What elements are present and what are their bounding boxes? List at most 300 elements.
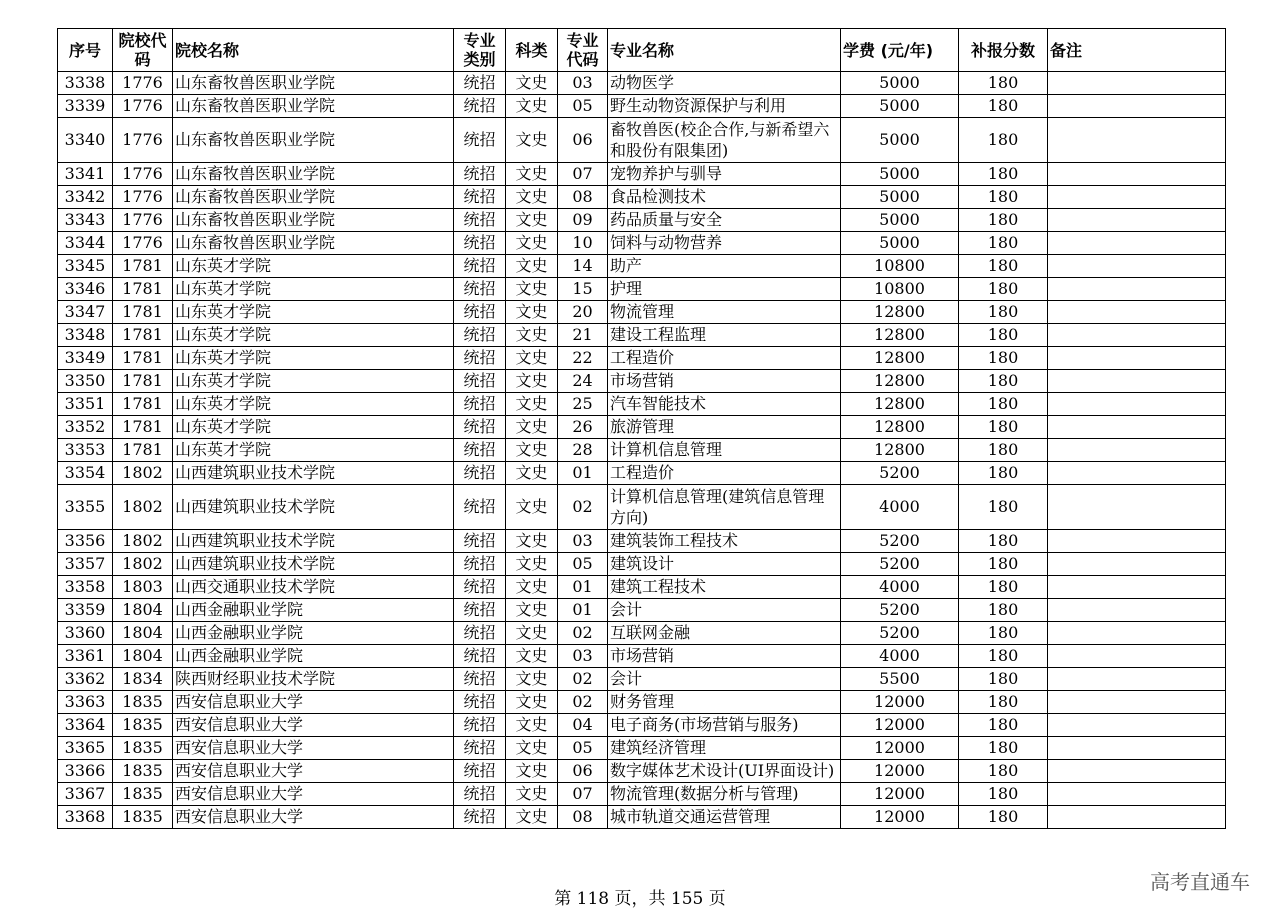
cell-subject: 文史 xyxy=(506,186,558,209)
cell-note xyxy=(1048,439,1226,462)
table-row xyxy=(58,347,1226,370)
cell-note xyxy=(1048,553,1226,576)
cell-school-code: 1776 xyxy=(113,72,173,95)
cell-major-type: 统招 xyxy=(454,209,506,232)
cell-seq: 3355 xyxy=(58,485,113,530)
cell-note xyxy=(1048,232,1226,255)
cell-score: 180 xyxy=(959,163,1048,186)
table-row xyxy=(58,783,1226,806)
cell-major-type: 统招 xyxy=(454,301,506,324)
cell-score: 180 xyxy=(959,186,1048,209)
cell-score: 180 xyxy=(959,232,1048,255)
cell-seq: 3353 xyxy=(58,439,113,462)
cell-major-type: 统招 xyxy=(454,439,506,462)
cell-score: 180 xyxy=(959,255,1048,278)
cell-score: 180 xyxy=(959,95,1048,118)
cell-fee: 12000 xyxy=(841,737,959,760)
cell-major-code: 08 xyxy=(558,186,608,209)
table-row xyxy=(58,553,1226,576)
cell-fee: 12000 xyxy=(841,714,959,737)
table-row xyxy=(58,645,1226,668)
cell-major-name: 建筑设计 xyxy=(608,553,841,576)
cell-note xyxy=(1048,714,1226,737)
cell-subject: 文史 xyxy=(506,645,558,668)
cell-seq: 3347 xyxy=(58,301,113,324)
cell-seq: 3354 xyxy=(58,462,113,485)
cell-subject: 文史 xyxy=(506,163,558,186)
cell-fee: 12800 xyxy=(841,324,959,347)
cell-note xyxy=(1048,301,1226,324)
cell-major-type: 统招 xyxy=(454,691,506,714)
cell-subject: 文史 xyxy=(506,393,558,416)
cell-fee: 12800 xyxy=(841,416,959,439)
cell-note xyxy=(1048,186,1226,209)
cell-school-name: 西安信息职业大学 xyxy=(173,691,454,714)
cell-note xyxy=(1048,485,1226,530)
cell-subject: 文史 xyxy=(506,760,558,783)
cell-fee: 5000 xyxy=(841,186,959,209)
cell-major-code: 22 xyxy=(558,347,608,370)
cell-major-name: 物流管理 xyxy=(608,301,841,324)
cell-subject: 文史 xyxy=(506,530,558,553)
cell-fee: 12800 xyxy=(841,439,959,462)
cell-major-name: 数字媒体艺术设计(UI界面设计) xyxy=(608,760,841,783)
cell-major-name: 城市轨道交通运营管理 xyxy=(608,806,841,829)
cell-major-name: 宠物养护与驯导 xyxy=(608,163,841,186)
table-row xyxy=(58,462,1226,485)
cell-school-code: 1781 xyxy=(113,393,173,416)
table-row xyxy=(58,163,1226,186)
cell-major-code: 10 xyxy=(558,232,608,255)
cell-school-name: 山西交通职业技术学院 xyxy=(173,576,454,599)
cell-score: 180 xyxy=(959,691,1048,714)
cell-major-type: 统招 xyxy=(454,72,506,95)
cell-fee: 4000 xyxy=(841,485,959,530)
cell-major-code: 09 xyxy=(558,209,608,232)
cell-school-name: 西安信息职业大学 xyxy=(173,737,454,760)
cell-score: 180 xyxy=(959,439,1048,462)
cell-school-code: 1835 xyxy=(113,806,173,829)
cell-major-code: 20 xyxy=(558,301,608,324)
cell-fee: 12000 xyxy=(841,691,959,714)
cell-school-code: 1776 xyxy=(113,209,173,232)
cell-subject: 文史 xyxy=(506,255,558,278)
cell-subject: 文史 xyxy=(506,714,558,737)
cell-major-name: 电子商务(市场营销与服务) xyxy=(608,714,841,737)
cell-seq: 3359 xyxy=(58,599,113,622)
table-row xyxy=(58,760,1226,783)
cell-major-type: 统招 xyxy=(454,668,506,691)
cell-fee: 5500 xyxy=(841,668,959,691)
cell-seq: 3366 xyxy=(58,760,113,783)
table-row xyxy=(58,370,1226,393)
cell-school-name: 山西建筑职业技术学院 xyxy=(173,485,454,530)
table-row xyxy=(58,576,1226,599)
cell-score: 180 xyxy=(959,530,1048,553)
cell-seq: 3365 xyxy=(58,737,113,760)
cell-major-type: 统招 xyxy=(454,645,506,668)
cell-major-name: 市场营销 xyxy=(608,370,841,393)
table-row xyxy=(58,737,1226,760)
cell-school-code: 1802 xyxy=(113,553,173,576)
col-major-name: 专业名称 xyxy=(608,29,841,72)
cell-major-type: 统招 xyxy=(454,324,506,347)
cell-fee: 12800 xyxy=(841,393,959,416)
cell-score: 180 xyxy=(959,760,1048,783)
cell-major-code: 02 xyxy=(558,622,608,645)
cell-major-name: 建筑工程技术 xyxy=(608,576,841,599)
cell-major-name: 会计 xyxy=(608,599,841,622)
cell-major-name: 财务管理 xyxy=(608,691,841,714)
cell-school-name: 山东畜牧兽医职业学院 xyxy=(173,209,454,232)
cell-subject: 文史 xyxy=(506,576,558,599)
cell-major-name: 建设工程监理 xyxy=(608,324,841,347)
cell-major-type: 统招 xyxy=(454,370,506,393)
cell-school-code: 1776 xyxy=(113,232,173,255)
cell-major-name: 建筑经济管理 xyxy=(608,737,841,760)
cell-school-name: 山东英才学院 xyxy=(173,416,454,439)
cell-note xyxy=(1048,783,1226,806)
cell-major-code: 01 xyxy=(558,462,608,485)
cell-note xyxy=(1048,576,1226,599)
cell-school-name: 山西建筑职业技术学院 xyxy=(173,530,454,553)
cell-school-code: 1804 xyxy=(113,645,173,668)
cell-school-name: 山东英才学院 xyxy=(173,324,454,347)
cell-subject: 文史 xyxy=(506,599,558,622)
cell-note xyxy=(1048,278,1226,301)
cell-seq: 3340 xyxy=(58,118,113,163)
cell-major-type: 统招 xyxy=(454,95,506,118)
table-row xyxy=(58,301,1226,324)
cell-school-name: 山东英才学院 xyxy=(173,439,454,462)
cell-major-code: 08 xyxy=(558,806,608,829)
cell-subject: 文史 xyxy=(506,95,558,118)
cell-major-name: 市场营销 xyxy=(608,645,841,668)
cell-subject: 文史 xyxy=(506,370,558,393)
cell-major-type: 统招 xyxy=(454,714,506,737)
cell-seq: 3368 xyxy=(58,806,113,829)
cell-major-name: 护理 xyxy=(608,278,841,301)
table-row xyxy=(58,691,1226,714)
table-row xyxy=(58,714,1226,737)
cell-subject: 文史 xyxy=(506,347,558,370)
cell-seq: 3351 xyxy=(58,393,113,416)
cell-major-name: 助产 xyxy=(608,255,841,278)
cell-major-name: 互联网金融 xyxy=(608,622,841,645)
cell-school-name: 山东畜牧兽医职业学院 xyxy=(173,232,454,255)
cell-seq: 3343 xyxy=(58,209,113,232)
cell-school-name: 山东英才学院 xyxy=(173,278,454,301)
cell-note xyxy=(1048,599,1226,622)
cell-major-name: 药品质量与安全 xyxy=(608,209,841,232)
col-score: 补报分数 xyxy=(959,29,1048,72)
cell-school-name: 山东畜牧兽医职业学院 xyxy=(173,72,454,95)
cell-school-code: 1803 xyxy=(113,576,173,599)
cell-major-code: 03 xyxy=(558,72,608,95)
cell-seq: 3349 xyxy=(58,347,113,370)
cell-school-name: 山西金融职业学院 xyxy=(173,599,454,622)
cell-note xyxy=(1048,393,1226,416)
cell-score: 180 xyxy=(959,462,1048,485)
table-row xyxy=(58,599,1226,622)
cell-major-name: 计算机信息管理(建筑信息管理方向) xyxy=(608,485,841,530)
cell-note xyxy=(1048,691,1226,714)
cell-major-code: 21 xyxy=(558,324,608,347)
cell-school-code: 1776 xyxy=(113,118,173,163)
cell-fee: 5200 xyxy=(841,553,959,576)
cell-school-code: 1802 xyxy=(113,485,173,530)
cell-score: 180 xyxy=(959,737,1048,760)
cell-major-name: 工程造价 xyxy=(608,347,841,370)
cell-seq: 3348 xyxy=(58,324,113,347)
cell-subject: 文史 xyxy=(506,278,558,301)
table-row xyxy=(58,439,1226,462)
cell-school-name: 西安信息职业大学 xyxy=(173,760,454,783)
cell-major-name: 物流管理(数据分析与管理) xyxy=(608,783,841,806)
col-fee: 学费 (元/年) xyxy=(841,29,959,72)
cell-major-name: 野生动物资源保护与利用 xyxy=(608,95,841,118)
cell-seq: 3346 xyxy=(58,278,113,301)
cell-score: 180 xyxy=(959,668,1048,691)
cell-major-name: 会计 xyxy=(608,668,841,691)
cell-major-code: 14 xyxy=(558,255,608,278)
cell-major-code: 26 xyxy=(558,416,608,439)
cell-score: 180 xyxy=(959,645,1048,668)
cell-major-type: 统招 xyxy=(454,783,506,806)
cell-school-code: 1776 xyxy=(113,186,173,209)
cell-major-code: 05 xyxy=(558,95,608,118)
cell-score: 180 xyxy=(959,278,1048,301)
cell-major-type: 统招 xyxy=(454,599,506,622)
cell-school-code: 1776 xyxy=(113,95,173,118)
cell-subject: 文史 xyxy=(506,439,558,462)
cell-subject: 文史 xyxy=(506,783,558,806)
cell-major-code: 03 xyxy=(558,645,608,668)
cell-note xyxy=(1048,530,1226,553)
cell-major-code: 02 xyxy=(558,691,608,714)
cell-school-code: 1834 xyxy=(113,668,173,691)
cell-seq: 3362 xyxy=(58,668,113,691)
cell-note xyxy=(1048,324,1226,347)
admissions-table xyxy=(57,28,1226,829)
cell-school-name: 陕西财经职业技术学院 xyxy=(173,668,454,691)
cell-major-type: 统招 xyxy=(454,806,506,829)
cell-fee: 12800 xyxy=(841,301,959,324)
cell-major-code: 05 xyxy=(558,737,608,760)
cell-note xyxy=(1048,370,1226,393)
watermark: 高考直通车 xyxy=(1150,870,1250,894)
cell-fee: 12000 xyxy=(841,783,959,806)
cell-major-type: 统招 xyxy=(454,232,506,255)
cell-school-code: 1802 xyxy=(113,462,173,485)
cell-major-name: 畜牧兽医(校企合作,与新希望六和股份有限集团) xyxy=(608,118,841,163)
cell-school-name: 山西建筑职业技术学院 xyxy=(173,462,454,485)
cell-subject: 文史 xyxy=(506,416,558,439)
cell-seq: 3363 xyxy=(58,691,113,714)
table-row xyxy=(58,72,1226,95)
cell-score: 180 xyxy=(959,576,1048,599)
cell-seq: 3344 xyxy=(58,232,113,255)
cell-major-code: 24 xyxy=(558,370,608,393)
cell-score: 180 xyxy=(959,393,1048,416)
cell-school-code: 1835 xyxy=(113,691,173,714)
cell-school-name: 山东英才学院 xyxy=(173,255,454,278)
table-row xyxy=(58,278,1226,301)
cell-fee: 5000 xyxy=(841,163,959,186)
cell-major-name: 计算机信息管理 xyxy=(608,439,841,462)
cell-score: 180 xyxy=(959,783,1048,806)
table-row xyxy=(58,416,1226,439)
cell-note xyxy=(1048,95,1226,118)
cell-fee: 5200 xyxy=(841,599,959,622)
cell-school-name: 西安信息职业大学 xyxy=(173,714,454,737)
cell-fee: 12800 xyxy=(841,347,959,370)
cell-school-code: 1835 xyxy=(113,714,173,737)
cell-school-code: 1781 xyxy=(113,416,173,439)
cell-school-code: 1804 xyxy=(113,599,173,622)
col-subject: 科类 xyxy=(506,29,558,72)
col-note: 备注 xyxy=(1048,29,1226,72)
cell-major-code: 02 xyxy=(558,668,608,691)
cell-major-type: 统招 xyxy=(454,186,506,209)
cell-seq: 3345 xyxy=(58,255,113,278)
cell-subject: 文史 xyxy=(506,232,558,255)
cell-subject: 文史 xyxy=(506,209,558,232)
cell-major-name: 动物医学 xyxy=(608,72,841,95)
cell-major-type: 统招 xyxy=(454,576,506,599)
cell-school-name: 山东畜牧兽医职业学院 xyxy=(173,95,454,118)
cell-fee: 4000 xyxy=(841,645,959,668)
cell-school-code: 1781 xyxy=(113,301,173,324)
cell-major-code: 01 xyxy=(558,576,608,599)
cell-note xyxy=(1048,72,1226,95)
cell-major-type: 统招 xyxy=(454,530,506,553)
cell-fee: 5200 xyxy=(841,622,959,645)
cell-note xyxy=(1048,622,1226,645)
cell-note xyxy=(1048,806,1226,829)
cell-note xyxy=(1048,118,1226,163)
table-body xyxy=(58,72,1226,829)
cell-score: 180 xyxy=(959,324,1048,347)
table-row xyxy=(58,393,1226,416)
col-school-name: 院校名称 xyxy=(173,29,454,72)
table-row xyxy=(58,209,1226,232)
cell-major-type: 统招 xyxy=(454,622,506,645)
cell-subject: 文史 xyxy=(506,737,558,760)
cell-school-name: 山东英才学院 xyxy=(173,347,454,370)
cell-score: 180 xyxy=(959,485,1048,530)
table-row xyxy=(58,186,1226,209)
table-row xyxy=(58,232,1226,255)
cell-note xyxy=(1048,645,1226,668)
cell-subject: 文史 xyxy=(506,324,558,347)
cell-school-name: 山东英才学院 xyxy=(173,393,454,416)
cell-major-name: 饲料与动物营养 xyxy=(608,232,841,255)
cell-school-code: 1781 xyxy=(113,439,173,462)
cell-major-code: 07 xyxy=(558,783,608,806)
cell-major-name: 汽车智能技术 xyxy=(608,393,841,416)
cell-score: 180 xyxy=(959,301,1048,324)
table-row xyxy=(58,324,1226,347)
cell-school-name: 山东畜牧兽医职业学院 xyxy=(173,118,454,163)
cell-major-type: 统招 xyxy=(454,462,506,485)
cell-school-code: 1781 xyxy=(113,278,173,301)
cell-major-type: 统招 xyxy=(454,118,506,163)
cell-score: 180 xyxy=(959,553,1048,576)
cell-school-code: 1835 xyxy=(113,783,173,806)
cell-major-type: 统招 xyxy=(454,278,506,301)
table-row xyxy=(58,118,1226,163)
cell-note xyxy=(1048,416,1226,439)
cell-subject: 文史 xyxy=(506,806,558,829)
cell-school-code: 1781 xyxy=(113,255,173,278)
cell-school-name: 山东英才学院 xyxy=(173,370,454,393)
cell-seq: 3342 xyxy=(58,186,113,209)
cell-score: 180 xyxy=(959,370,1048,393)
cell-school-code: 1802 xyxy=(113,530,173,553)
cell-school-name: 山西金融职业学院 xyxy=(173,622,454,645)
cell-subject: 文史 xyxy=(506,485,558,530)
cell-major-code: 28 xyxy=(558,439,608,462)
cell-school-name: 山东畜牧兽医职业学院 xyxy=(173,163,454,186)
cell-major-code: 15 xyxy=(558,278,608,301)
cell-major-code: 04 xyxy=(558,714,608,737)
cell-fee: 5200 xyxy=(841,462,959,485)
cell-seq: 3338 xyxy=(58,72,113,95)
cell-school-name: 西安信息职业大学 xyxy=(173,806,454,829)
col-school-code: 院校代码 xyxy=(113,29,173,72)
cell-subject: 文史 xyxy=(506,462,558,485)
cell-seq: 3367 xyxy=(58,783,113,806)
cell-seq: 3361 xyxy=(58,645,113,668)
cell-major-code: 03 xyxy=(558,530,608,553)
cell-major-name: 工程造价 xyxy=(608,462,841,485)
cell-score: 180 xyxy=(959,347,1048,370)
cell-major-type: 统招 xyxy=(454,760,506,783)
cell-school-code: 1781 xyxy=(113,370,173,393)
cell-fee: 12000 xyxy=(841,806,959,829)
cell-score: 180 xyxy=(959,806,1048,829)
cell-subject: 文史 xyxy=(506,72,558,95)
table-row xyxy=(58,485,1226,530)
cell-major-code: 02 xyxy=(558,485,608,530)
table-row xyxy=(58,95,1226,118)
cell-subject: 文史 xyxy=(506,622,558,645)
cell-major-type: 统招 xyxy=(454,416,506,439)
cell-seq: 3341 xyxy=(58,163,113,186)
cell-note xyxy=(1048,668,1226,691)
table-row xyxy=(58,530,1226,553)
cell-major-type: 统招 xyxy=(454,485,506,530)
cell-fee: 12000 xyxy=(841,760,959,783)
cell-major-code: 01 xyxy=(558,599,608,622)
cell-fee: 10800 xyxy=(841,255,959,278)
cell-major-type: 统招 xyxy=(454,737,506,760)
cell-major-type: 统招 xyxy=(454,163,506,186)
cell-subject: 文史 xyxy=(506,668,558,691)
cell-score: 180 xyxy=(959,118,1048,163)
cell-school-name: 西安信息职业大学 xyxy=(173,783,454,806)
cell-school-code: 1804 xyxy=(113,622,173,645)
cell-major-name: 旅游管理 xyxy=(608,416,841,439)
cell-score: 180 xyxy=(959,599,1048,622)
cell-seq: 3339 xyxy=(58,95,113,118)
cell-school-code: 1776 xyxy=(113,163,173,186)
cell-note xyxy=(1048,760,1226,783)
cell-fee: 5000 xyxy=(841,95,959,118)
cell-fee: 10800 xyxy=(841,278,959,301)
cell-score: 180 xyxy=(959,209,1048,232)
